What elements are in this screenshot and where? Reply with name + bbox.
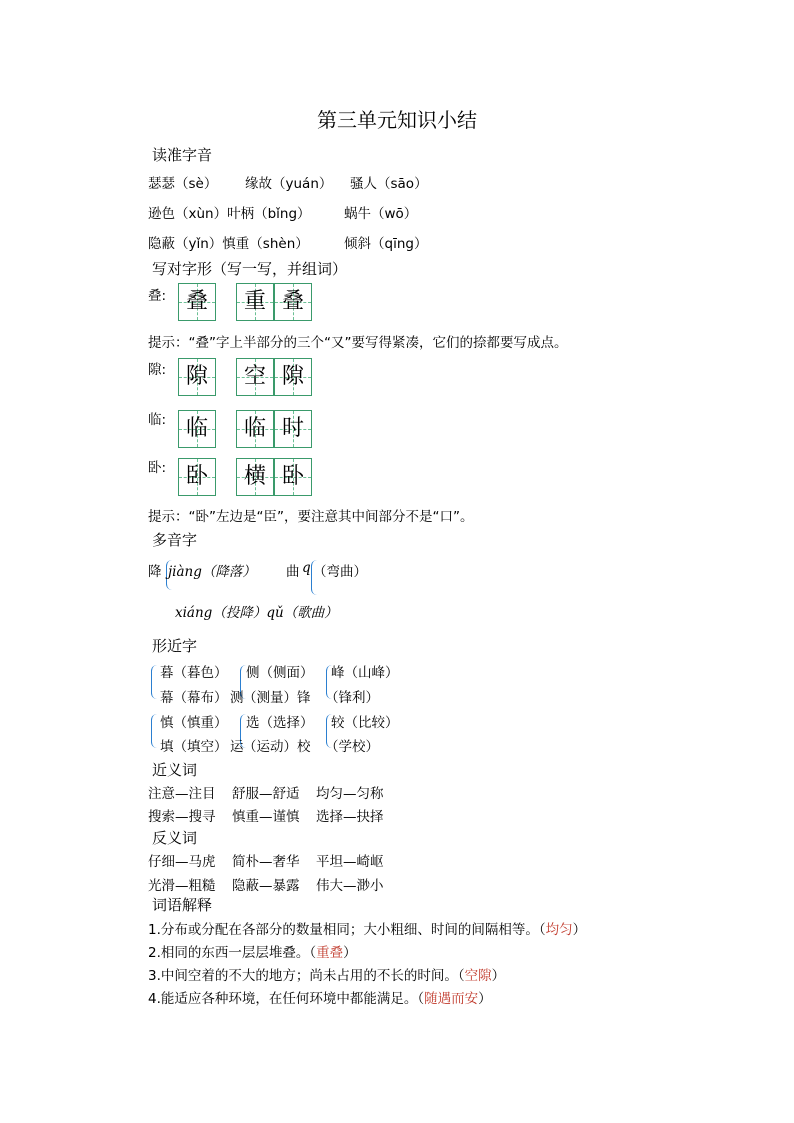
- tianzige-box: 时: [274, 410, 312, 448]
- definition-answer: 空隙: [464, 968, 492, 984]
- similar-char-item: （锋利）: [325, 690, 379, 706]
- tianzige-box: 隙: [178, 358, 216, 396]
- similar-char-item: 暮（暮色）: [160, 665, 228, 681]
- tip-text: 提示：“叠”字上半部分的三个“又”要写得紧凑，它们的捺都要写成点。: [148, 335, 568, 351]
- pinyin-item: 倾斜（qīng）: [344, 236, 428, 252]
- similar-char-item: 峰（山峰）: [331, 665, 399, 681]
- section-heading-definitions: 词语解释: [152, 896, 213, 914]
- polyphone-reading: jiàng（降落）: [168, 564, 256, 580]
- brace-bracket: [151, 714, 157, 748]
- synonym-pair: 选择—抉择: [316, 809, 384, 825]
- synonym-pair: 搜索—搜寻: [148, 809, 216, 825]
- antonym-pair: 隐蔽—暴露: [232, 878, 300, 894]
- pinyin-item: 逊色（xùn）叶柄（bǐng）: [148, 206, 311, 222]
- similar-char-item: （运动）校: [243, 739, 311, 755]
- antonym-pair: 仔细—马虎: [148, 854, 216, 870]
- similar-char-item: （测量）锋: [243, 690, 311, 706]
- pinyin-item: 骚人（sāo）: [350, 176, 428, 192]
- polyphone-reading: xiáng（投降）qǔ（歌曲）: [175, 605, 338, 621]
- similar-char-item: 填（填空）: [160, 739, 228, 755]
- tip-text: 提示：“卧”左边是“臣”，要注意其中间部分不是“口”。: [148, 509, 474, 525]
- definition-answer: 随遇而安: [424, 991, 479, 1007]
- tianzige-box: 卧: [178, 458, 216, 496]
- glyph-label: 卧:: [148, 460, 167, 476]
- similar-char-item: 幕（幕布）: [160, 690, 228, 706]
- tianzige-box: 临: [236, 410, 274, 448]
- definition-item: 4.能适应各种环境，在任何环境中都能满足。（随遇而安）: [148, 991, 492, 1007]
- page-title: 第三单元知识小结: [317, 108, 477, 132]
- glyph-label: 隙:: [148, 362, 167, 378]
- glyph-label: 临:: [148, 412, 167, 428]
- synonym-pair: 均匀—匀称: [316, 786, 384, 802]
- antonym-pair: 简朴—奢华: [232, 854, 300, 870]
- polyphone-char: 降: [148, 564, 162, 580]
- antonym-pair: 平坦—崎岖: [316, 854, 384, 870]
- definition-answer: 均匀: [545, 922, 573, 938]
- tianzige-box: 卧: [274, 458, 312, 496]
- definition-item: 2.相同的东西一层层堆叠。（重叠）: [148, 945, 357, 961]
- tianzige-box: 叠: [274, 283, 312, 321]
- similar-char-item: 选（选择）: [246, 715, 314, 731]
- tianzige-box: 隙: [274, 358, 312, 396]
- glyph-label: 叠:: [148, 288, 167, 304]
- synonym-pair: 舒服—舒适: [232, 786, 300, 802]
- polyphone-char: 曲: [286, 564, 300, 580]
- tianzige-box: 临: [178, 410, 216, 448]
- pinyin-item: 蜗牛（wō）: [344, 206, 418, 222]
- similar-char-item: 较（比较）: [331, 715, 399, 731]
- synonym-pair: 注意—注目: [148, 786, 216, 802]
- polyphone-reading: （弯曲）: [313, 564, 367, 580]
- antonym-pair: 伟大—渺小: [316, 878, 384, 894]
- section-heading-polyphones: 多音字: [152, 531, 198, 549]
- definition-answer: 重叠: [316, 945, 344, 961]
- section-heading-pronunciation: 读准字音: [152, 146, 213, 164]
- polyphone-reading: q: [302, 560, 311, 576]
- brace-bracket: [151, 665, 157, 699]
- definition-item: 3.中间空着的不大的地方；尚未占用的不长的时间。（空隙）: [148, 968, 506, 984]
- pinyin-item: 瑟瑟（sè）: [148, 176, 218, 192]
- section-heading-antonyms: 反义词: [152, 829, 198, 847]
- antonym-pair: 光滑—粗糙: [148, 878, 216, 894]
- synonym-pair: 慎重—谨慎: [232, 809, 300, 825]
- pinyin-item: 隐蔽（yǐn）慎重（shèn）: [148, 236, 309, 252]
- similar-char-item: 侧（侧面）: [246, 665, 314, 681]
- section-heading-synonyms: 近义词: [152, 761, 198, 779]
- tianzige-box: 重: [236, 283, 274, 321]
- section-heading-similar-chars: 形近字: [152, 637, 198, 655]
- similar-char-item: （学校）: [325, 739, 379, 755]
- similar-char-item: 慎（慎重）: [160, 715, 228, 731]
- pinyin-item: 缘故（yuán）: [245, 176, 333, 192]
- definition-item: 1.分布或分配在各部分的数量相同；大小粗细、时间的间隔相等。（均匀）: [148, 922, 587, 938]
- section-heading-glyphs: 写对字形（写一写，并组词）: [152, 260, 348, 278]
- tianzige-box: 横: [236, 458, 274, 496]
- tianzige-box: 空: [236, 358, 274, 396]
- similar-char-item: 运: [230, 739, 244, 755]
- similar-char-item: 测: [230, 690, 244, 706]
- tianzige-box: 叠: [178, 283, 216, 321]
